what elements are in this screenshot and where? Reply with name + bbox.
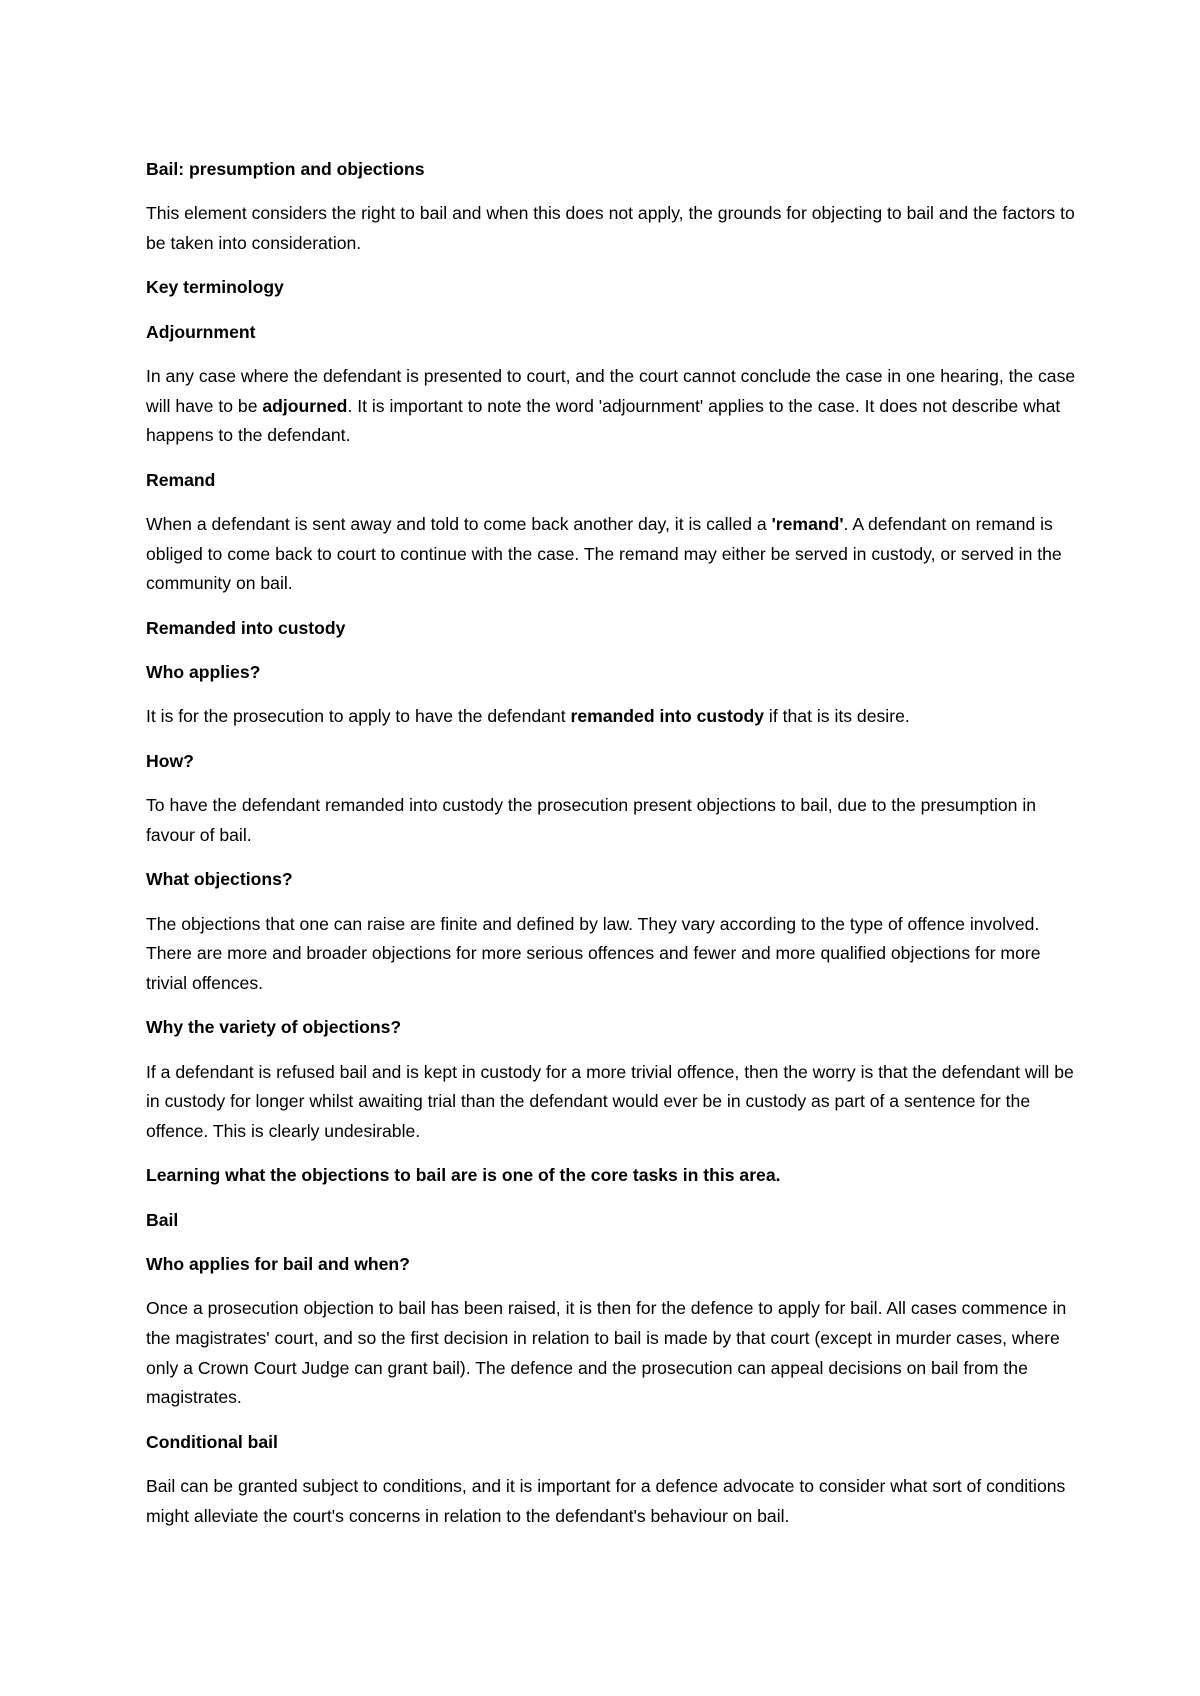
who-applies-bail-heading: Who applies for bail and when? [146, 1253, 410, 1274]
remand-text-before: When a defendant is sent away and told to come back another day, it is called a [146, 514, 772, 535]
remand-text-after: . A defendant on remand is obliged to come back to court to continue with the case. The remand may either be served in custody, or served in the community on bail. [146, 514, 1062, 594]
adjournment-text-after: . It is important to note the word 'adjournment' applies to the case. It does not describe what happens to the defendant. [146, 395, 1061, 446]
conditional-bail-heading: Conditional bail [146, 1431, 278, 1452]
remand-bold-term: 'remand' [771, 514, 844, 535]
adjournment-paragraph [146, 362, 1076, 451]
core-task-statement: Learning what the objections to bail are is one of the core tasks in this area. [146, 1165, 781, 1186]
what-objections-paragraph: The objections that one can raise are finite and defined by law. They vary according to the type of offence involved. There are more and broader objections for more serious offences and fewer and more qualified objections for more trivial offences. [146, 913, 1041, 993]
bail-heading: Bail [146, 1209, 179, 1230]
intro-paragraph: This element considers the right to bail and when this does not apply, the grounds for objecting to bail and the factors to be taken into consideration. [146, 203, 1075, 253]
why-variety-heading: Why the variety of objections? [146, 1017, 402, 1038]
document-title: Bail: presumption and objections [146, 159, 425, 179]
how-paragraph: To have the defendant remanded into custody the prosecution present objections to bail, due to the presumption in favour of bail. [146, 795, 1037, 845]
remand-heading: Remand [146, 469, 216, 490]
key-terminology-heading: Key terminology [146, 277, 284, 298]
adjournment-text-before: In any case where the defendant is presented to court, and the court cannot conclude the case in one hearing, the case will have to be [146, 366, 1076, 416]
who-applies-text-before: It is for the prosecution to apply to have the defendant [146, 706, 571, 727]
who-applies-bold-term: remanded into custody [570, 706, 765, 727]
document-page [146, 155, 1076, 1546]
what-objections-heading: What objections? [146, 869, 293, 890]
who-applies-bail-paragraph: Once a prosecution objection to bail has been raised, it is then for the defence to apply for bail. All cases commence in the magistrates' court, and so the first decision in relation to bail is made by that court (except in murder cases, where only a Crown Court Judge can grant bail). The defence and the prosecution can appeal decisions on bail from the magistrates. [146, 1298, 1067, 1408]
who-applies-heading: Who applies? [146, 662, 261, 683]
who-applies-text-after: if that is its desire. [764, 706, 910, 727]
who-applies-paragraph [146, 702, 1076, 732]
conditional-bail-paragraph: Bail can be granted subject to conditions, and it is important for a defence advocate to consider what sort of conditions might alleviate the court's concerns in relation to the defendant's behaviour on bail. [146, 1475, 1066, 1526]
adjournment-heading: Adjournment [146, 321, 256, 342]
remand-paragraph [146, 510, 1076, 599]
adjournment-bold-term: adjourned [262, 395, 348, 416]
remanded-into-custody-heading: Remanded into custody [146, 617, 346, 638]
why-variety-paragraph: If a defendant is refused bail and is kept in custody for a more trivial offence, then the worry is that the defendant will be in custody for longer whilst awaiting trial than the defendant would ever be in custody as part of a sentence for the offence. This is clearly undesirable. [146, 1061, 1074, 1141]
how-heading: How? [146, 750, 194, 771]
